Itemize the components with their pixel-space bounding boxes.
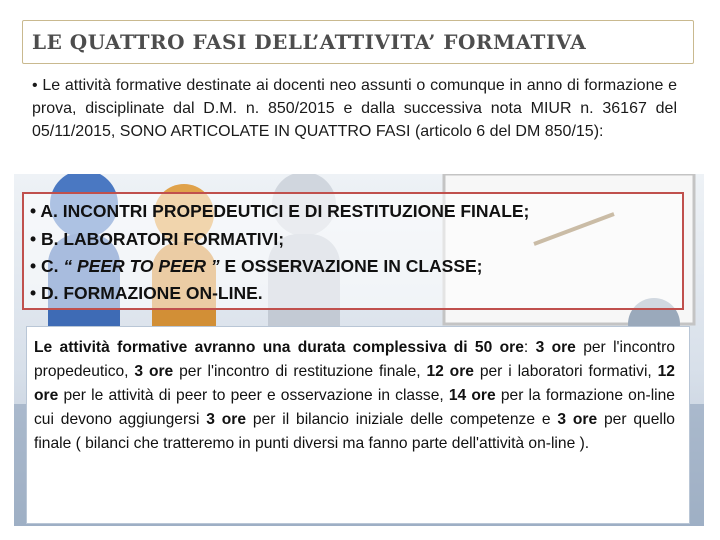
intro-text: Le attività formative destinate ai docenti neo assunti o comunque in anno di formazione e prova, disciplinate dal D.M. n. 850/2015 e dalla successiva nota MIUR n. 36167 del 05/11/2015, SONO ARTICOLATE IN QUATTRO FASI (articolo 6 del DM 850/15):: [32, 77, 678, 140]
phase-italic-text: PEER TO PEER: [76, 256, 207, 276]
slide-title: LE QUATTRO FASI DELL’ATTIVITA’ FORMATIVA: [32, 30, 587, 54]
phase-prefix: • A.: [30, 201, 63, 221]
hours-value: 3 ore: [535, 339, 576, 356]
phase-text: LABORATORI FORMATIVI;: [63, 229, 285, 249]
phase-text: FORMAZIONE ON-LINE.: [63, 283, 263, 303]
phase-item-c: [30, 256, 483, 277]
phase-quote-open: “: [63, 256, 77, 276]
phase-text: INCONTRI PROPEDEUTICI E DI RESTITUZIONE FINALE;: [62, 201, 530, 221]
text-run: per le attività di peer to peer e osservazione in classe,: [58, 387, 449, 404]
text-run: :: [523, 339, 536, 356]
hours-value: 12 ore: [426, 363, 474, 380]
phase-quote-close: ”: [206, 256, 220, 276]
hours-value: 12 ore: [34, 363, 675, 404]
phase-text: E OSSERVAZIONE IN CLASSE;: [219, 256, 483, 276]
duration-total: Le attività formative avranno una durata complessiva di 50 ore: [34, 339, 524, 356]
hours-value: 3 ore: [557, 411, 598, 428]
text-run: per quello finale ( bilanci che tratteremo in punti diversi ma fanno parte dell'attività on-line ).: [34, 411, 675, 452]
intro-paragraph: [32, 74, 677, 143]
text-run: per la formazione on-line cui devono aggiungersi: [34, 387, 675, 428]
intro-bullet: •: [32, 77, 43, 94]
text-run: per i laboratori formativi,: [473, 363, 658, 380]
hours-value: 3 ore: [206, 411, 247, 428]
phase-prefix: • C.: [30, 256, 64, 276]
hours-value: 3 ore: [134, 363, 174, 380]
text-run: per l'incontro di restituzione finale,: [173, 363, 427, 380]
phase-item-b: [30, 229, 284, 250]
phase-item-a: [30, 201, 529, 222]
hours-value: 14 ore: [448, 387, 496, 404]
text-run: per il bilancio iniziale delle competenze e: [246, 411, 558, 428]
text-run: per l'incontro propedeutico,: [34, 339, 676, 380]
phase-item-d: [30, 283, 263, 304]
phase-prefix: • B.: [30, 229, 64, 249]
duration-paragraph: [34, 336, 675, 456]
phase-prefix: • D.: [30, 283, 64, 303]
